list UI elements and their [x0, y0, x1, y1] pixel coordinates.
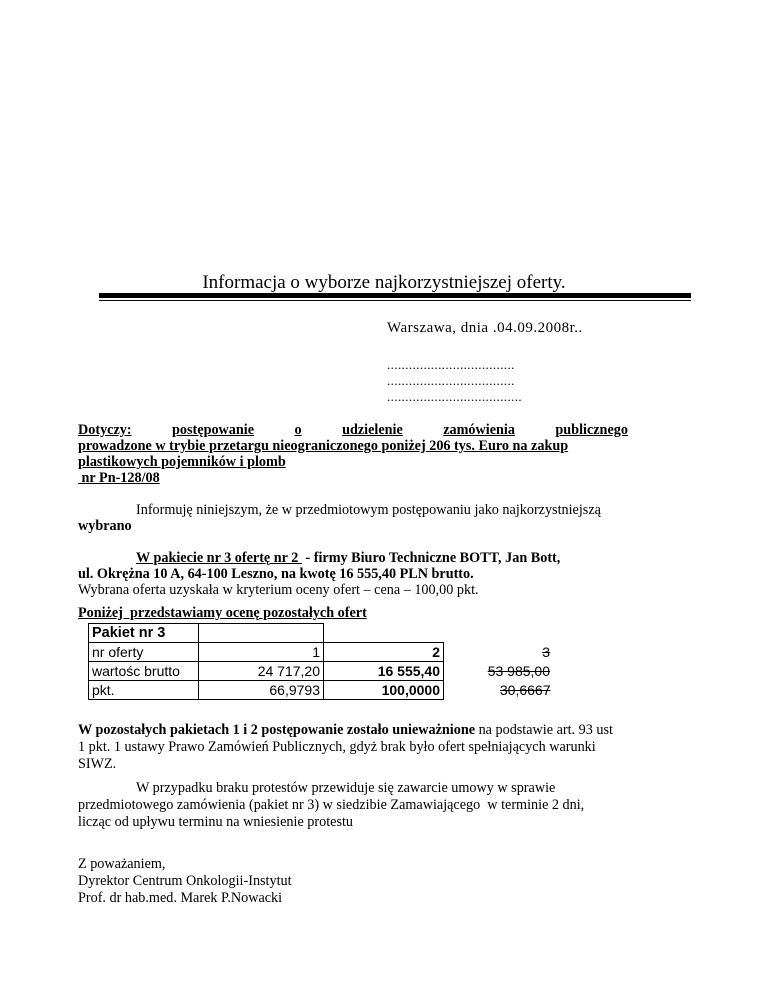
subject-line-2: prowadzone w trybie przetargu nieograniczonego poniżej 206 tys. Euro na zakup	[78, 438, 569, 454]
contract-line-3: licząc od upływu terminu na wniesienie protestu	[78, 814, 354, 830]
table-cell-label: wartośc brutto	[89, 662, 199, 681]
annulled-bold: W pozostałych pakietach 1 i 2 postępowanie zostało unieważnione	[78, 722, 476, 738]
signature-greeting: Z poważaniem,	[78, 856, 166, 872]
others-heading: Poniżej przedstawiamy ocenę pozostałych ofert	[78, 605, 367, 621]
table-cell	[324, 624, 444, 643]
annulled-line-2: 1 pkt. 1 ustawy Prawo Zamówień Publicznych, gdyż brak było ofert spełniających warunki	[78, 739, 596, 755]
dotted-line: ...................................	[387, 373, 515, 388]
table-cell	[444, 624, 554, 643]
table-cell-label: nr oferty	[89, 643, 199, 662]
table-cell: 16 555,40	[324, 662, 444, 681]
subject-word: postępowanie	[172, 422, 255, 438]
subject-line-1	[78, 422, 628, 438]
dotted-line: ...................................	[387, 357, 515, 372]
table-row	[89, 662, 554, 681]
winner-package-offer: W pakiecie nr 3 ofertę nr 2	[136, 550, 302, 566]
annulled-line-3: SIWZ.	[78, 756, 117, 772]
table-cell: 100,0000	[324, 681, 444, 700]
title-rule-thin	[99, 300, 691, 301]
subject-word: zamówienia	[443, 422, 515, 438]
annulled-line-1	[78, 722, 613, 738]
table-row	[89, 624, 554, 643]
subject-label: Dotyczy:	[78, 422, 132, 438]
winner-line-1	[136, 550, 560, 566]
subject-word: udzielenie	[342, 422, 403, 438]
contract-line-2: przedmiotowego zamówienia (pakiet nr 3) w siedzibie Zamawiającego w terminie 2 dni,	[78, 797, 585, 813]
subject-line-3: plastikowych pojemników i plomb	[78, 454, 286, 470]
document-title: Informacja o wyborze najkorzystniejszej oferty.	[202, 272, 566, 293]
dotted-line: .....................................	[387, 389, 523, 404]
criterion-line: Wybrana oferta uzyskała w kryterium oceny ofert – cena – 100,00 pkt.	[78, 582, 479, 598]
table-heading: Pakiet nr 3	[89, 624, 199, 643]
winner-line-2: ul. Okrężna 10 A, 64-100 Leszno, na kwotę 16 555,40 PLN brutto.	[78, 566, 474, 582]
table-cell: 1	[199, 643, 324, 662]
subject-line-4: nr Pn-128/08	[78, 470, 160, 486]
subject-word: publicznego	[555, 422, 628, 438]
winner-company: - firmy Biuro Techniczne BOTT, Jan Bott,	[301, 550, 561, 566]
table-cell: 66,9793	[199, 681, 324, 700]
offers-table	[88, 623, 554, 700]
subject-block	[78, 422, 628, 486]
date-line: Warszawa, dnia .04.09.2008r..	[387, 320, 583, 336]
intro-line-2: wybrano	[78, 518, 132, 534]
table-row	[89, 643, 554, 662]
contract-line-1: W przypadku braku protestów przewiduje się zawarcie umowy w sprawie	[136, 780, 556, 796]
table-cell: 3	[542, 644, 550, 660]
table-cell: 2	[324, 643, 444, 662]
table-cell	[199, 624, 324, 643]
annulled-rest: na podstawie art. 93 ust	[475, 722, 613, 738]
signature-name: Prof. dr hab.med. Marek P.Nowacki	[78, 890, 283, 906]
table-cell: 53 985,00	[487, 663, 550, 679]
title-rule-thick	[99, 293, 691, 298]
table-cell: 30,6667	[499, 682, 551, 698]
table-cell: 24 717,20	[199, 662, 324, 681]
signature-title: Dyrektor Centrum Onkologii-Instytut	[78, 873, 292, 889]
table-row	[89, 681, 554, 700]
table-cell-label: pkt.	[89, 681, 199, 700]
subject-word: o	[294, 422, 302, 438]
intro-line-1: Informuję niniejszym, że w przedmiotowym postępowaniu jako najkorzystniejszą	[136, 502, 601, 518]
